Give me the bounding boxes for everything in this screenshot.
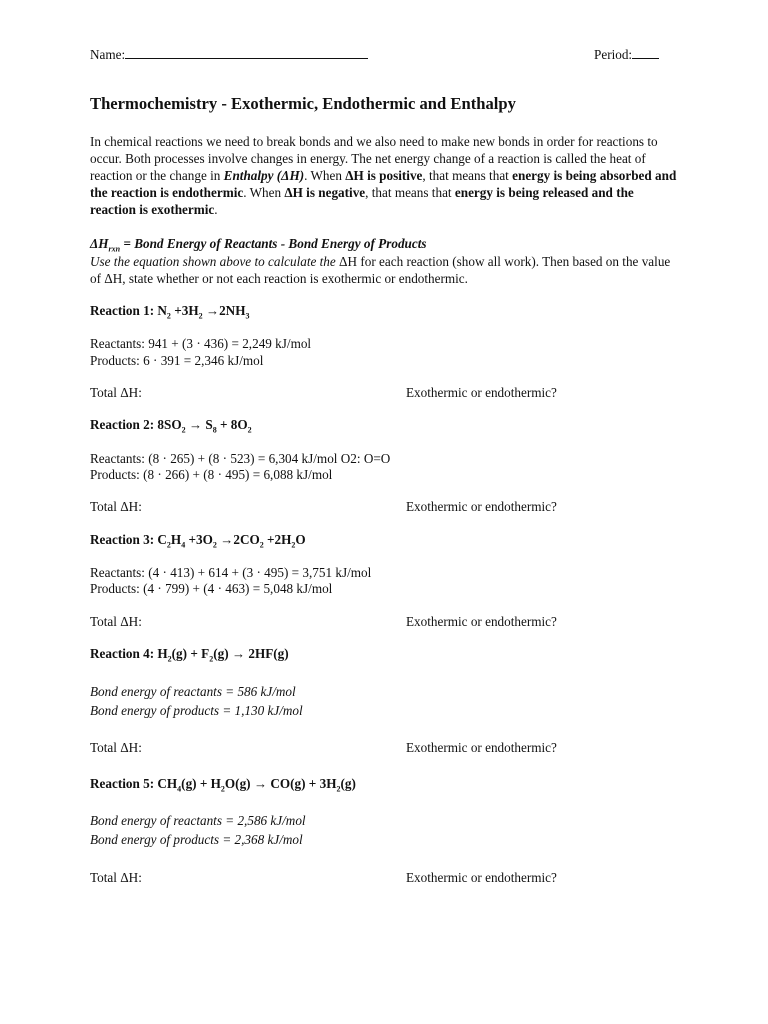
reaction-4-label: Reaction 4: H: [90, 646, 168, 661]
exothermic-definition: energy is being released and the reaction is exothermic: [90, 185, 634, 217]
reaction-3-title: [90, 531, 306, 554]
formula-subscript: 2: [181, 425, 186, 435]
name-label: Name:: [90, 47, 126, 62]
reaction-5-exo-endo-question: Exothermic or endothermic?: [406, 870, 557, 885]
equation-rest: = Bond Energy of Reactants - Bond Energy of Products: [120, 236, 427, 251]
reaction-3-exo-endo-question: Exothermic or endothermic?: [406, 614, 557, 629]
reaction-2-reactants-energy: Reactants: (8 · 265) + (8 · 523) = 6,304 kJ/mol O2: O=O: [90, 451, 391, 466]
formula-subscript: 2: [212, 540, 217, 550]
reaction-5-products-energy: Bond energy of products = 2,368 kJ/mol: [90, 832, 303, 847]
reaction-3-label: Reaction 3: C: [90, 532, 167, 547]
formula-subscript: 2: [291, 540, 296, 550]
reaction-4-total-label: Total ΔH:: [90, 740, 142, 755]
reaction-1-label: Reaction 1: N: [90, 303, 167, 318]
period-label: Period:: [594, 47, 633, 62]
reaction-5-label: Reaction 5: CH: [90, 776, 178, 791]
reaction-4-reactants-energy: Bond energy of reactants = 586 kJ/mol: [90, 684, 296, 699]
formula-part: (g) → 2HF(g): [213, 646, 289, 661]
formula-part: (g) + F: [171, 646, 210, 661]
reaction-1-reactants-energy: Reactants: 941 + (3 · 436) = 2,249 kJ/mol: [90, 336, 312, 351]
formula-subscript: 4: [177, 784, 182, 794]
reaction-1-total-label: Total ΔH:: [90, 385, 142, 400]
reaction-4-products-energy: Bond energy of products = 1,130 kJ/mol: [90, 703, 303, 718]
instructions-plain: ΔH for each reaction (show all work). Then based on the value of ΔH, state whether or not each reaction is exothermic or endothermic.: [90, 254, 671, 286]
formula-subscript: 2: [336, 784, 341, 794]
negative-term: ΔH is negative: [284, 185, 366, 200]
formula-part: → S: [185, 417, 213, 432]
formula-part: +3O: [185, 532, 213, 547]
formula-part: +3H: [170, 303, 199, 318]
reaction-5-title: [90, 775, 356, 798]
formula-part: O(g) → CO(g) + 3H: [224, 776, 337, 791]
formula-subscript: 2: [247, 425, 252, 435]
reaction-5-total-label: Total ΔH:: [90, 870, 142, 885]
formula-subscript: 2: [166, 311, 171, 321]
formula-part: →2CO: [216, 532, 260, 547]
name-field: [90, 46, 368, 63]
reaction-1-title: [90, 302, 249, 325]
reaction-4-exo-endo-question: Exothermic or endothermic?: [406, 740, 557, 755]
formula-subscript: 2: [220, 784, 225, 794]
formula-part: H: [170, 532, 182, 547]
formula-part: +2H: [263, 532, 292, 547]
reaction-4-title: [90, 645, 289, 668]
reaction-2-total-label: Total ΔH:: [90, 499, 142, 514]
formula-part: (g) + H: [181, 776, 221, 791]
reaction-2-exo-endo-question: Exothermic or endothermic?: [406, 499, 557, 514]
name-blank-line[interactable]: [125, 46, 368, 59]
intro-text-5: , that means that: [422, 168, 513, 183]
formula-subscript: 2: [166, 540, 171, 550]
intro-text-1: In chemical reactions we need to break bonds and we also need to make new bonds in order for reactions to occur. Both processes involve changes in energy. The net energy change of a reaction is called the heat of reaction or the change in: [90, 134, 658, 183]
instructions-italic: Use the equation shown above to calculate the: [90, 254, 340, 269]
reaction-2-label: Reaction 2: 8SO: [90, 417, 182, 432]
formula-part: →2NH: [202, 303, 246, 318]
formula-part: (g): [340, 776, 356, 791]
reaction-3-products-energy: Products: (4 · 799) + (4 · 463) = 5,048 kJ/mol: [90, 581, 333, 596]
formula-subscript: 8: [212, 425, 217, 435]
reaction-2-title: [90, 416, 252, 439]
period-field: [594, 46, 659, 63]
formula-subscript: 2: [209, 654, 214, 664]
formula-subscript: 2: [198, 311, 203, 321]
formula-subscript: 2: [259, 540, 264, 550]
endothermic-definition: energy is being absorbed and the reaction is endothermic: [90, 168, 677, 200]
intro-text-3: . When: [304, 168, 346, 183]
intro-text-7: . When: [243, 185, 285, 200]
intro-paragraph: [90, 133, 678, 218]
instructions: [90, 253, 678, 287]
formula-subscript: 4: [181, 540, 186, 550]
reaction-2-products-energy: Products: (8 · 266) + (8 · 495) = 6,088 kJ/mol: [90, 467, 333, 482]
equation-subscript: rxn: [108, 244, 121, 254]
page-title: Thermochemistry - Exothermic, Endothermic and Enthalpy: [90, 94, 516, 113]
formula-part: O: [295, 532, 306, 547]
formula-subscript: 3: [245, 311, 250, 321]
enthalpy-term: Enthalpy (ΔH): [223, 168, 305, 183]
positive-term: ΔH is positive: [345, 168, 423, 183]
intro-text-9: , that means that: [365, 185, 455, 200]
intro-text-11: .: [214, 202, 218, 217]
reaction-3-reactants-energy: Reactants: (4 · 413) + 614 + (3 · 495) = 3,751 kJ/mol: [90, 565, 372, 580]
formula-part: + 8O: [216, 417, 248, 432]
reaction-1-products-energy: Products: 6 · 391 = 2,346 kJ/mol: [90, 353, 264, 368]
period-blank-line[interactable]: [632, 46, 659, 59]
formula-subscript: 2: [167, 654, 172, 664]
reaction-5-reactants-energy: Bond energy of reactants = 2,586 kJ/mol: [90, 813, 306, 828]
equation-delta-h: ΔH: [90, 236, 109, 251]
reaction-3-total-label: Total ΔH:: [90, 614, 142, 629]
reaction-1-exo-endo-question: Exothermic or endothermic?: [406, 385, 557, 400]
